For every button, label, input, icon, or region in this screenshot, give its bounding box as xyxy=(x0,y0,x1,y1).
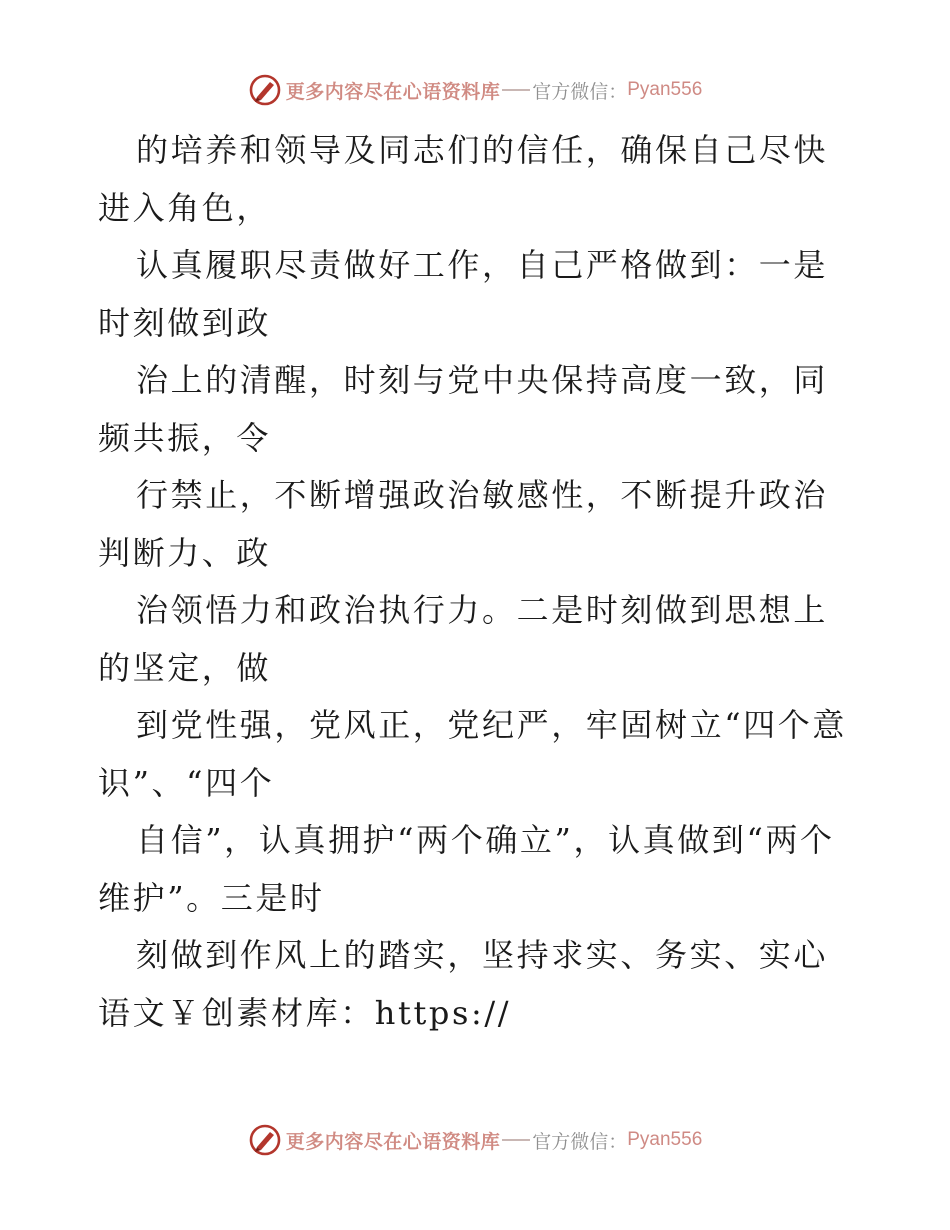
page-footer-banner xyxy=(0,1120,950,1160)
paragraph: 治领悟力和政治执行力。二是时刻做到思想上的坚定，做 xyxy=(98,591,829,687)
paragraph: 的培养和领导及同志们的信任，确保自己尽快进入角色， xyxy=(98,131,829,227)
document-body xyxy=(98,122,858,1042)
banner-account: Pyan556 xyxy=(627,79,703,100)
paragraph: 刻做到作风上的踏实，坚持求实、务实、实心语文￥创素材库：https:// xyxy=(98,936,829,1032)
paragraph: 到党性强，党风正，党纪严，牢固树立“四个意识”、“四个 xyxy=(98,706,847,802)
paragraph: 行禁止，不断增强政治敏感性，不断提升政治判断力、政 xyxy=(98,476,829,572)
banner-subtitle: 官方微信： xyxy=(532,1130,628,1153)
banner-title: 更多内容尽在心语资料库 xyxy=(285,80,501,103)
pen-logo-icon xyxy=(248,1123,282,1157)
paragraph: 认真履职尽责做好工作，自己严格做到：一是时刻做到政 xyxy=(98,246,829,342)
page-header-banner xyxy=(0,70,950,110)
banner-dash xyxy=(502,89,530,91)
banner-dash xyxy=(502,1139,530,1141)
paragraph: 治上的清醒，时刻与党中央保持高度一致，同频共振，令 xyxy=(98,361,829,457)
banner-title: 更多内容尽在心语资料库 xyxy=(285,1130,501,1153)
pen-logo-icon xyxy=(248,73,282,107)
banner-account: Pyan556 xyxy=(627,1129,703,1150)
banner-subtitle: 官方微信： xyxy=(532,80,628,103)
paragraph: 自信”，认真拥护“两个确立”，认真做到“两个维护”。三是时 xyxy=(98,821,835,917)
